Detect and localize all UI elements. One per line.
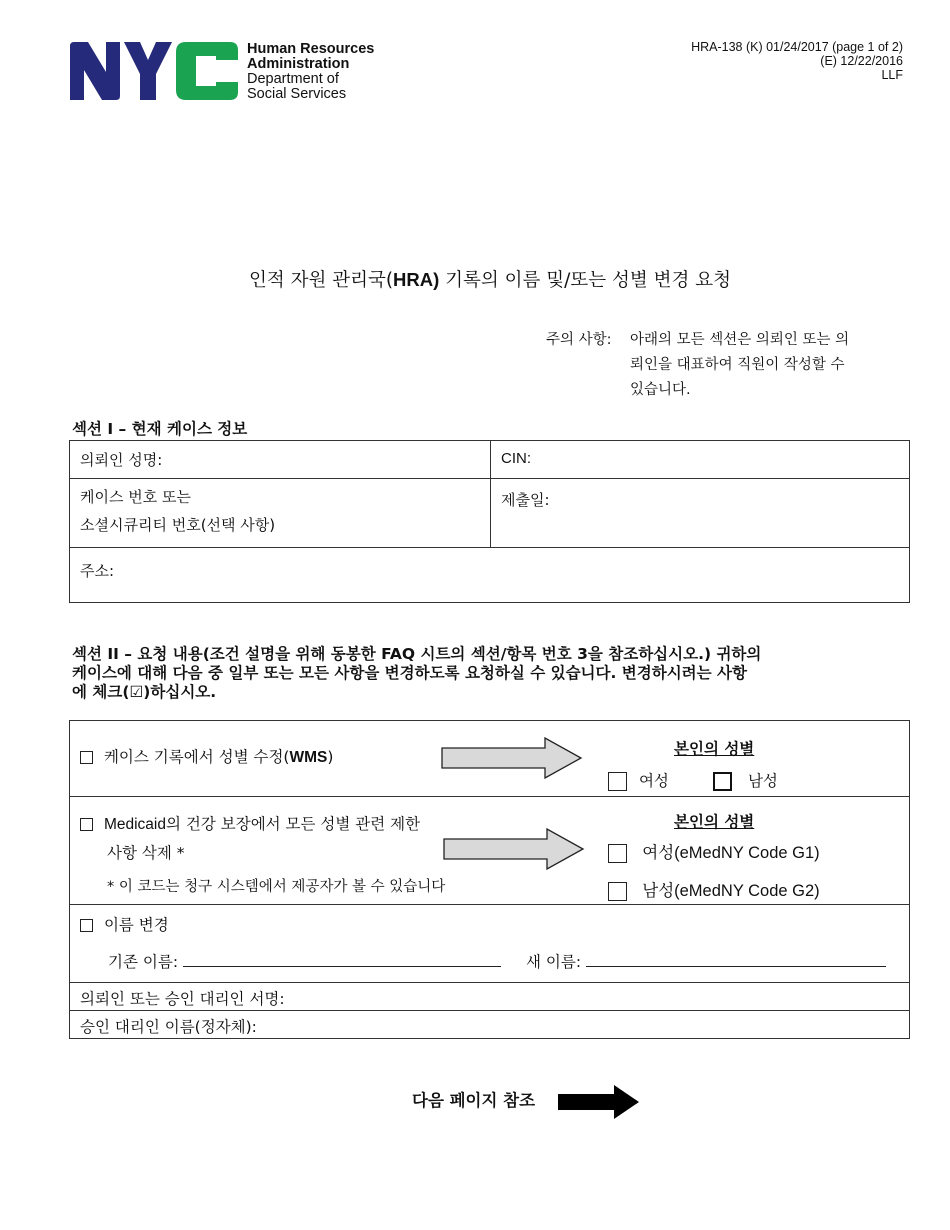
gender-wms-label-bold: WMS xyxy=(289,749,328,766)
submit-date-label: 제출일: xyxy=(501,491,550,509)
row1-female-option xyxy=(608,769,669,791)
logo-dept-line2: Social Services xyxy=(247,86,347,102)
title-part1: 인적 자원 관리국( xyxy=(248,270,394,291)
medicaid-label-line1: 의 건강 보장에서 모든 성별 관련 제한 xyxy=(165,815,421,833)
row1-male-option xyxy=(713,769,778,791)
row2-male-code: (eMedNY Code G2) xyxy=(674,882,820,900)
row2-female-checkbox[interactable] xyxy=(608,844,627,863)
new-name-label: 새 이름: xyxy=(526,953,582,971)
name-change-checkbox[interactable] xyxy=(80,919,93,932)
medicaid-footnote: * 이 코드는 청구 시스템에서 제공자가 볼 수 있습니다 xyxy=(107,879,446,895)
arrow-right-icon xyxy=(443,828,585,870)
nyc-logo-mark xyxy=(70,42,240,100)
name-change-label: 이름 변경 xyxy=(103,916,169,934)
signature-label: 의뢰인 또는 승인 대리인 서명: xyxy=(80,990,285,1008)
section2-heading xyxy=(72,645,902,702)
form-id-line3: LLF xyxy=(881,68,903,82)
title-part2: 기록의 이름 및/또는 성별 변경 요청 xyxy=(439,270,732,291)
client-name-field[interactable] xyxy=(70,441,491,479)
gender-wms-label: 케이스 기록에서 성별 수정( xyxy=(103,748,290,766)
form-id-line1: HRA-138 (K) 01/24/2017 (page 1 of 2) xyxy=(691,40,903,54)
old-name-input[interactable] xyxy=(183,949,501,967)
client-name-label: 의뢰인 성명: xyxy=(80,451,163,469)
row2-female-option xyxy=(608,839,820,863)
section1-heading: 섹션 I – 현재 케이스 정보 xyxy=(72,420,248,438)
page-title xyxy=(0,266,950,292)
section2-line1: 섹션 II – 요청 내용(조건 설명을 위해 동봉한 FAQ 시트의 섹션/항목 번호 3을 참조하십시오.) 귀하의 xyxy=(72,645,762,663)
new-name-input[interactable] xyxy=(586,949,886,967)
row2-male-option xyxy=(608,877,820,901)
cin-field[interactable] xyxy=(491,441,910,479)
next-page-label: 다음 페이지 참조 xyxy=(412,1091,536,1110)
current-case-info-table xyxy=(69,440,910,603)
case-number-field[interactable] xyxy=(70,479,491,548)
logo-dept-line1: Department of xyxy=(247,71,339,87)
row1-male-checkbox[interactable] xyxy=(713,772,732,791)
signature-field[interactable] xyxy=(80,987,285,1009)
notice-line1: 아래의 모든 섹션은 의뢰인 또는 의 xyxy=(630,332,850,348)
nyc-logo xyxy=(70,42,240,100)
case-number-label-line2: 소셜시큐리티 번호(선택 사항) xyxy=(80,516,276,534)
medicaid-checkbox[interactable] xyxy=(80,818,93,831)
notice-line3: 있습니다. xyxy=(630,382,691,398)
submit-date-field[interactable] xyxy=(491,479,910,548)
notice-line2: 뢰인을 대표하여 직원이 작성할 수 xyxy=(630,357,845,373)
medicaid-label-line2: 사항 삭제 * xyxy=(107,844,185,862)
medicaid-label-latin: Medicaid xyxy=(103,816,166,833)
rep-name-field[interactable] xyxy=(80,1015,257,1037)
section2-line3: 에 체크(☑)하십시오. xyxy=(72,683,217,701)
case-number-label-line1: 케이스 번호 또는 xyxy=(80,488,191,506)
next-page-note xyxy=(412,1087,535,1111)
new-name-field xyxy=(526,949,886,972)
row2-female-code: (eMedNY Code G1) xyxy=(674,844,820,862)
form-id-line2: (E) 12/22/2016 xyxy=(820,54,903,68)
request-table xyxy=(69,720,910,1039)
form-id-header xyxy=(691,40,903,82)
arrow-right-icon xyxy=(558,1085,640,1119)
logo-org-line2: Administration xyxy=(247,56,350,72)
row1-female-label: 여성 xyxy=(638,772,669,790)
old-name-label: 기존 이름: xyxy=(108,953,179,971)
arrow-right-icon xyxy=(441,737,583,779)
title-part-bold: HRA) xyxy=(393,269,440,290)
notice-label: 주의 사항: xyxy=(546,332,612,348)
row2-sex-heading: 본인의 성별 xyxy=(674,813,755,831)
logo-org-name xyxy=(247,42,374,102)
row2-male-label: 남성 xyxy=(642,881,675,900)
row2-female-label: 여성 xyxy=(642,843,675,862)
address-label: 주소: xyxy=(80,562,115,580)
row2-male-checkbox[interactable] xyxy=(608,882,627,901)
address-field[interactable] xyxy=(70,548,910,603)
row1-male-label: 남성 xyxy=(747,772,778,790)
row-name-change xyxy=(80,913,169,935)
gender-wms-checkbox[interactable] xyxy=(80,751,93,764)
logo-org-line1: Human Resources xyxy=(247,41,375,57)
row1-sex-heading: 본인의 성별 xyxy=(674,740,755,758)
cin-label: CIN: xyxy=(501,450,531,467)
row-gender-wms xyxy=(80,745,333,767)
row1-female-checkbox[interactable] xyxy=(608,772,627,791)
old-name-field xyxy=(108,949,501,972)
rep-name-label: 승인 대리인 이름(정자체): xyxy=(80,1018,257,1036)
gender-wms-label-end: ) xyxy=(327,748,334,766)
section2-line2: 케이스에 대해 다음 중 일부 또는 모든 사항을 변경하도록 요청하실 수 있습니다. 변경하시려는 사항 xyxy=(72,664,747,682)
row-medicaid xyxy=(80,810,445,901)
